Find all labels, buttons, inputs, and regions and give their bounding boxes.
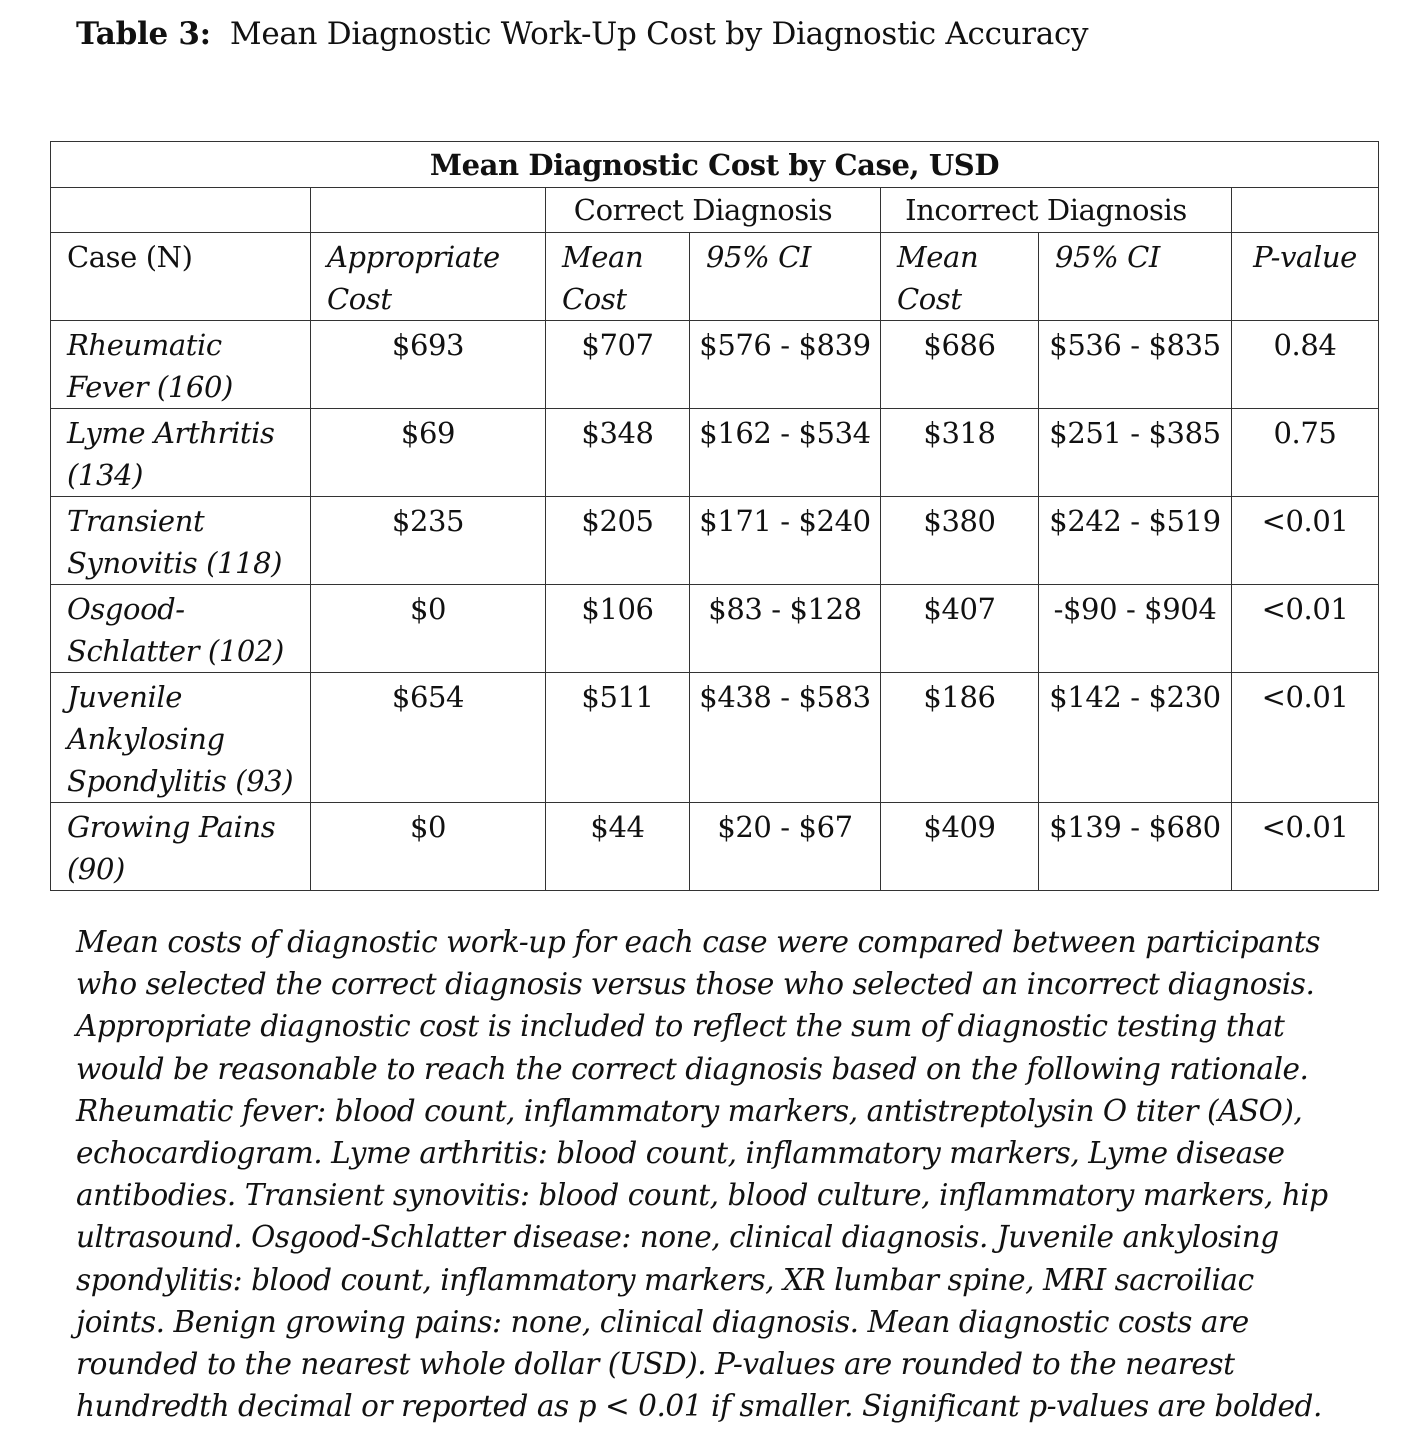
table-caption-text: Mean Diagnostic Work-Up Cost by Diagnostic Accuracy: [229, 16, 1089, 52]
row-p-value: <0.01: [1232, 585, 1379, 673]
row-correct-ci: $438 - $583: [690, 673, 881, 803]
header-p-value: P-value: [1232, 233, 1379, 321]
row-correct-ci: $83 - $128: [690, 585, 881, 673]
row-correct-ci: $171 - $240: [690, 497, 881, 585]
row-correct-mean: $44: [546, 803, 690, 891]
row-p-value: 0.84: [1232, 321, 1379, 409]
row-incorrect-ci: $251 - $385: [1039, 409, 1232, 497]
column-header-row: [51, 233, 1379, 321]
row-incorrect-ci: $142 - $230: [1039, 673, 1232, 803]
group-incorrect-diagnosis: Incorrect Diagnosis: [881, 188, 1232, 233]
row-case: Juvenile Ankylosing Spondylitis (93): [51, 673, 311, 803]
header-correct-ci: 95% CI: [690, 233, 881, 321]
row-incorrect-mean: $409: [881, 803, 1039, 891]
row-appropriate-cost: $0: [311, 585, 546, 673]
row-p-value: <0.01: [1232, 673, 1379, 803]
row-correct-ci: $20 - $67: [690, 803, 881, 891]
row-correct-mean: $106: [546, 585, 690, 673]
row-correct-mean: $205: [546, 497, 690, 585]
header-incorrect-mean-cost: Mean Cost: [881, 233, 1039, 321]
row-correct-ci: $162 - $534: [690, 409, 881, 497]
header-appropriate-cost: Appropriate Cost: [311, 233, 546, 321]
group-correct-diagnosis: Correct Diagnosis: [546, 188, 881, 233]
row-correct-mean: $348: [546, 409, 690, 497]
row-incorrect-ci: $242 - $519: [1039, 497, 1232, 585]
group-empty-pvalue: [1232, 188, 1379, 233]
table-row: [51, 321, 1379, 409]
table-row: [51, 803, 1379, 891]
header-correct-mean-cost: Mean Cost: [546, 233, 690, 321]
row-p-value: 0.75: [1232, 409, 1379, 497]
banner-row: [51, 142, 1379, 188]
row-incorrect-mean: $686: [881, 321, 1039, 409]
row-appropriate-cost: $235: [311, 497, 546, 585]
header-case: Case (N): [51, 233, 311, 321]
row-case: Lyme Arthritis (134): [51, 409, 311, 497]
row-incorrect-ci: $139 - $680: [1039, 803, 1232, 891]
table-footnote: Mean costs of diagnostic work-up for each case were compared between participants who selected the correct diagnosis versus those who selected an incorrect diagnosis. Appropriate diagnostic cost is included to reflect the sum of diagnostic testing that would be reasonable to reach the correct diagnosis based on the following rationale. Rheumatic fever: blood count, inflammatory markers, antistreptolysin O titer (ASO), echocardiogram. Lyme arthritis: blood count, inflammatory markers, Lyme disease antibodies. Transient synovitis: blood count, blood culture, inflammatory markers, hip ultrasound. Osgood-Schlatter disease: none, clinical diagnosis. Juvenile ankylosing spondylitis: blood count, inflammatory markers, XR lumbar spine, MRI sacroiliac joints. Benign growing pains: none, clinical diagnosis. Mean diagnostic costs are rounded to the nearest whole dollar (USD). P-values are rounded to the nearest hundredth decimal or reported as p < 0.01 if smaller. Significant p-values are bolded.: [76, 925, 1328, 1424]
group-empty-appropriate: [311, 188, 546, 233]
row-correct-mean: $707: [546, 321, 690, 409]
group-empty-case: [51, 188, 311, 233]
table-caption-label: Table 3:: [76, 16, 211, 52]
table-row: [51, 497, 1379, 585]
row-correct-mean: $511: [546, 673, 690, 803]
row-incorrect-mean: $318: [881, 409, 1039, 497]
table-row: [51, 409, 1379, 497]
row-appropriate-cost: $693: [311, 321, 546, 409]
group-header-row: [51, 188, 1379, 233]
header-incorrect-ci: 95% CI: [1039, 233, 1232, 321]
row-correct-ci: $576 - $839: [690, 321, 881, 409]
table-row: [51, 673, 1379, 803]
table-row: [51, 585, 1379, 673]
row-case: Rheumatic Fever (160): [51, 321, 311, 409]
table-banner: Mean Diagnostic Cost by Case, USD: [51, 142, 1379, 188]
row-incorrect-mean: $186: [881, 673, 1039, 803]
row-incorrect-ci: -$90 - $904: [1039, 585, 1232, 673]
row-incorrect-ci: $536 - $835: [1039, 321, 1232, 409]
row-incorrect-mean: $407: [881, 585, 1039, 673]
row-appropriate-cost: $0: [311, 803, 546, 891]
cost-table: [50, 141, 1379, 891]
row-case: Growing Pains (90): [51, 803, 311, 891]
row-case: Osgood-Schlatter (102): [51, 585, 311, 673]
row-appropriate-cost: $654: [311, 673, 546, 803]
row-p-value: <0.01: [1232, 497, 1379, 585]
row-p-value: <0.01: [1232, 803, 1379, 891]
row-case: Transient Synovitis (118): [51, 497, 311, 585]
row-appropriate-cost: $69: [311, 409, 546, 497]
row-incorrect-mean: $380: [881, 497, 1039, 585]
table-caption: [76, 16, 1088, 52]
